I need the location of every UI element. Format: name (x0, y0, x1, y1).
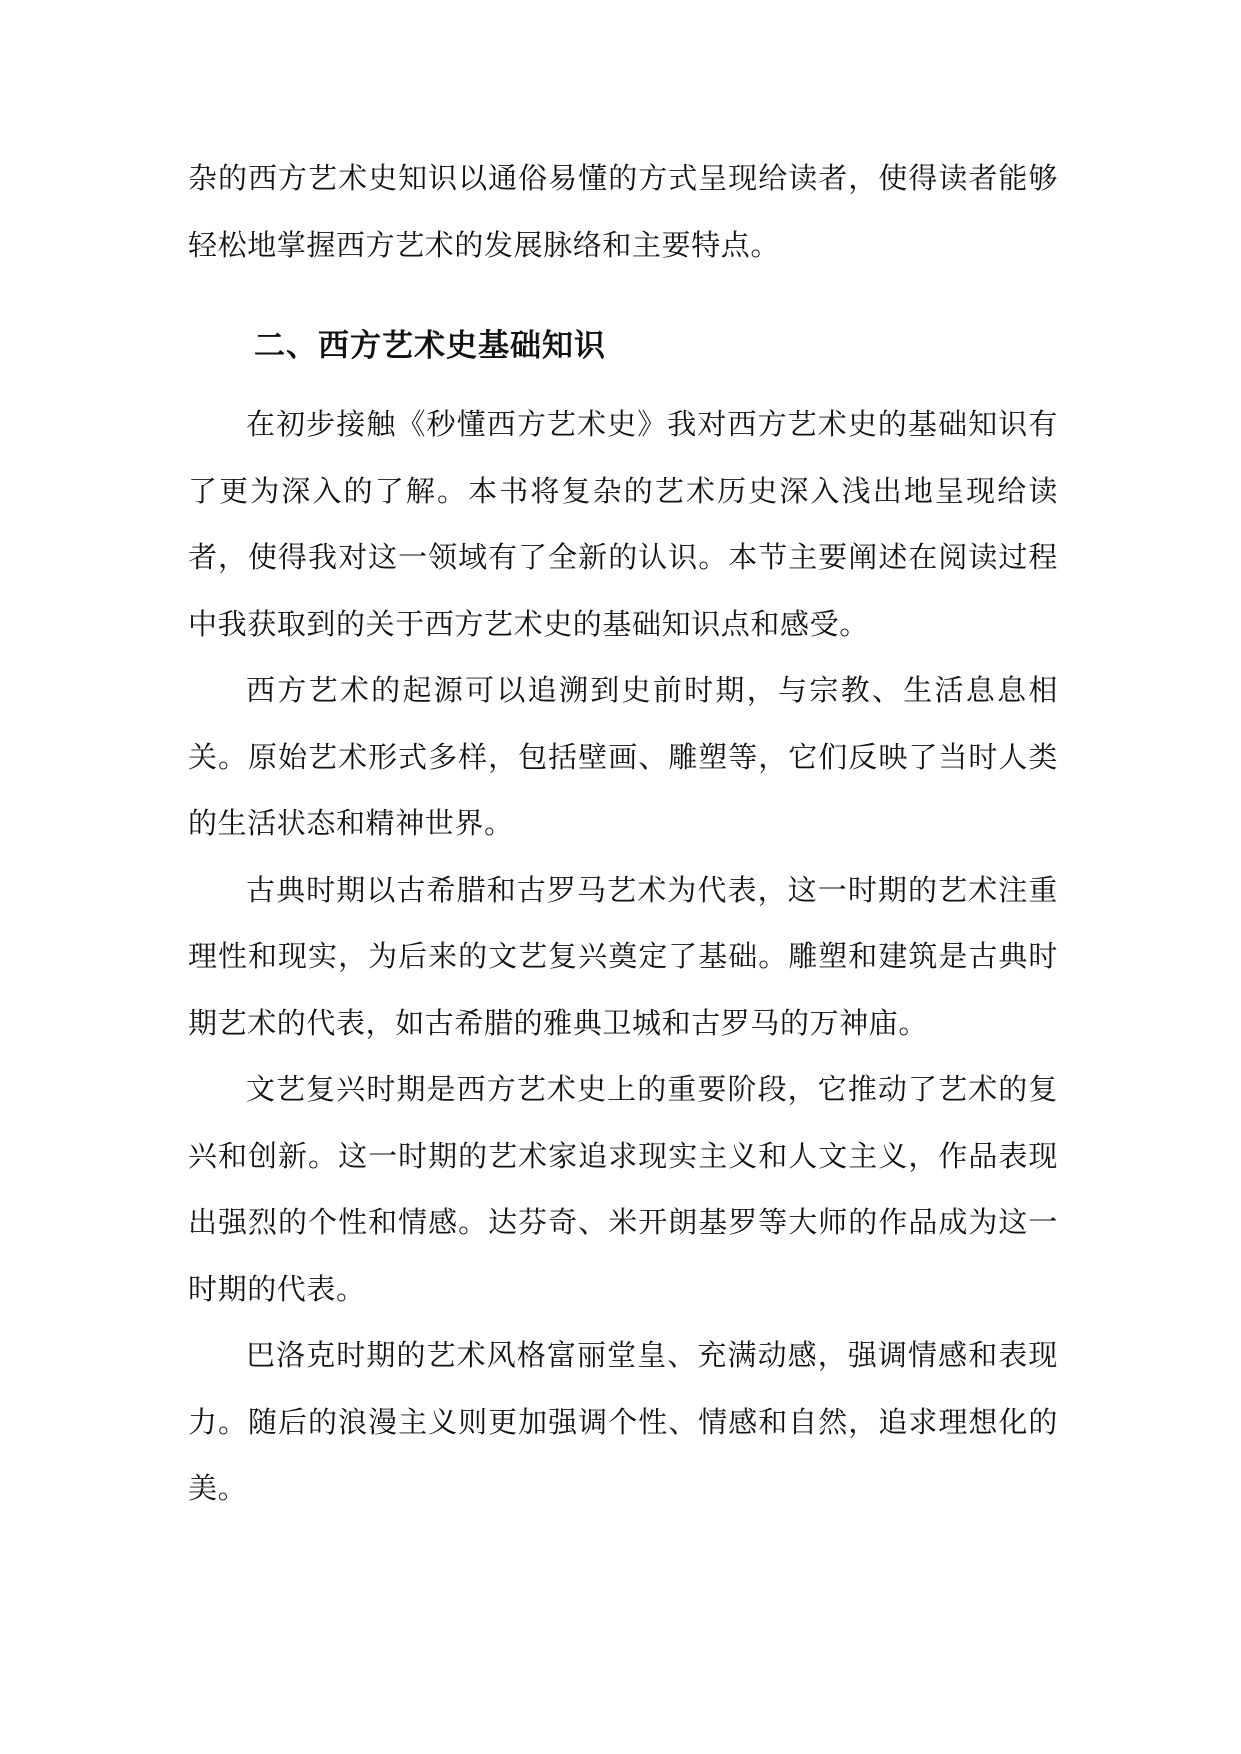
continued-paragraph: 杂的西方艺术史知识以通俗易懂的方式呈现给读者，使得读者能够轻松地掌握西方艺术的发展脉络和主要特点。 (188, 161, 1058, 262)
paragraph-renaissance: 文艺复兴时期是西方艺术史上的重要阶段，它推动了艺术的复兴和创新。这一时期的艺术家追求现实主义和人文主义，作品表现出强烈的个性和情感。达芬奇、米开朗基罗等大师的作品成为这一时期的代表。 (188, 1072, 1058, 1306)
paragraph-intro: 在初步接触《秒懂西方艺术史》我对西方艺术史的基础知识有了更为深入的了解。本书将复杂的艺术历史深入浅出地呈现给读者，使得我对这一领域有了全新的认识。本节主要阐述在阅读过程中我获取到的关于西方艺术史的基础知识点和感受。 (188, 407, 1058, 641)
paragraph-classical: 古典时期以古希腊和古罗马艺术为代表，这一时期的艺术注重理性和现实，为后来的文艺复兴奠定了基础。雕塑和建筑是古典时期艺术的代表，如古希腊的雅典卫城和古罗马的万神庙。 (188, 872, 1058, 1040)
page-content (188, 145, 1058, 1522)
paragraph-origins: 西方艺术的起源可以追溯到史前时期，与宗教、生活息息相关。原始艺术形式多样，包括壁画、雕塑等，它们反映了当时人类的生活状态和精神世界。 (188, 673, 1058, 840)
paragraph-baroque: 巴洛克时期的艺术风格富丽堂皇、充满动感，强调情感和表现力。随后的浪漫主义则更加强调个性、情感和自然，追求理想化的美。 (188, 1338, 1058, 1505)
section-heading: 二、西方艺术史基础知识 (254, 328, 606, 364)
